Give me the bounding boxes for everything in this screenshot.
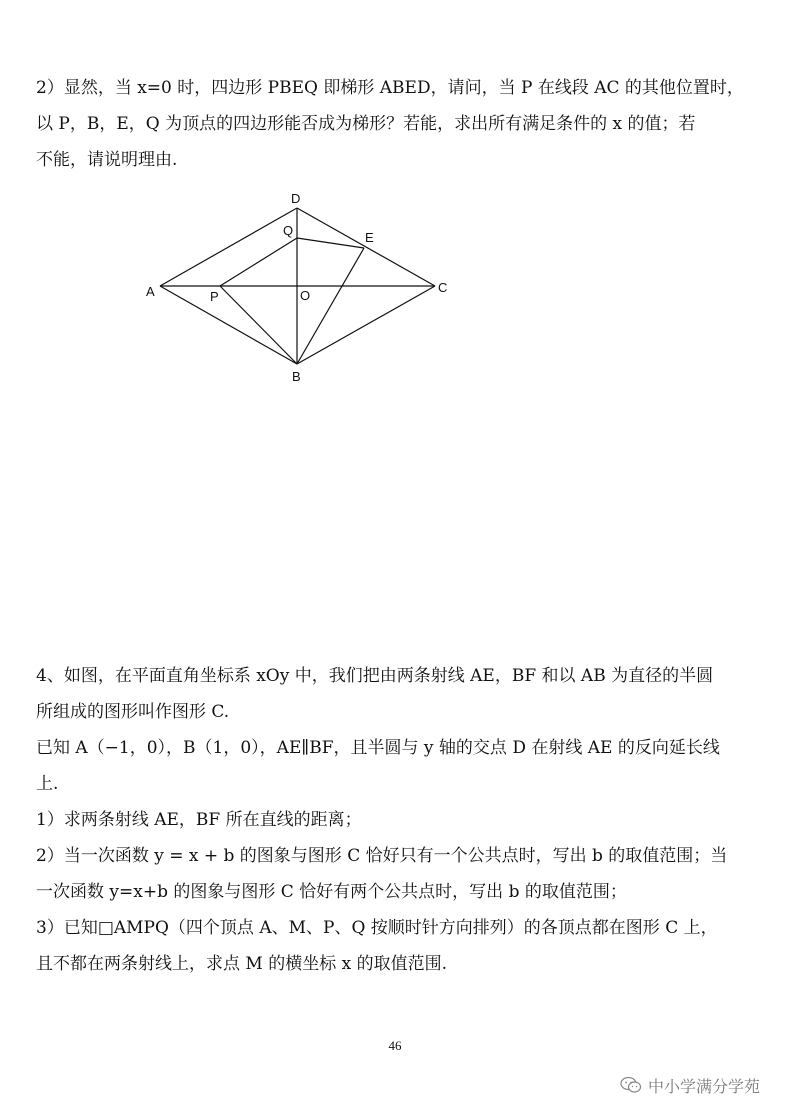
label-P: P <box>210 289 219 304</box>
q4-line-4: 上. <box>36 774 59 794</box>
label-D: D <box>291 191 301 206</box>
q4-line-3: 已知 A（−1，0），B（1，0），AE∥BF，且半圆与 y 轴的交点 D 在射线 AE 的反向延长线 <box>36 738 720 758</box>
edge-BA <box>160 286 297 364</box>
q4-sub1: 1）求两条射线 AE，BF 所在直线的距离； <box>36 810 362 830</box>
watermark-text: 中小学满分学苑 <box>647 1076 760 1096</box>
q4-line-2: 所组成的图形叫作图形 C. <box>36 702 230 722</box>
q4-sub2-line-1: 2）当一次函数 y = x + b 的图象与图形 C 恰好只有一个公共点时，写出 b 的取值范围；当 <box>36 846 728 866</box>
label-E: E <box>365 230 374 245</box>
edge-CB <box>297 286 435 364</box>
page-number: 46 <box>388 1038 402 1053</box>
label-Q: Q <box>283 223 294 238</box>
segment-PB <box>220 286 297 364</box>
label-A: A <box>146 284 155 299</box>
geometry-figure <box>140 188 460 388</box>
q2-line-2: 以 P，B，E，Q 为顶点的四边形能否成为梯形？若能，求出所有满足条件的 x 的值；若 <box>36 114 696 134</box>
wechat-icon <box>620 1076 642 1094</box>
q4-sub2-line-2: 一次函数 y=x+b 的图象与图形 C 恰好有两个公共点时，写出 b 的取值范围； <box>36 882 627 902</box>
q4-sub3-line-1: 3）已知□AMPQ（四个顶点 A、M、P、Q 按顺时针方向排列）的各顶点都在图形 C 上， <box>36 918 718 938</box>
label-B: B <box>292 369 301 384</box>
q4-sub3-line-2: 且不都在两条射线上，求点 M 的横坐标 x 的取值范围. <box>36 954 448 974</box>
q2-line-3: 不能，请说明理由. <box>36 150 178 170</box>
edge-DC <box>297 208 435 286</box>
q4-line-1: 4、如图，在平面直角坐标系 xOy 中，我们把由两条射线 AE，BF 和以 AB 为直径的半圆 <box>36 666 714 686</box>
watermark <box>620 1072 760 1098</box>
q2-line-1: 2）显然，当 x=0 时，四边形 PBEQ 即梯形 ABED，请问，当 P 在线段 AC 的其他位置时， <box>36 78 744 98</box>
label-C: C <box>438 280 448 295</box>
edge-AD <box>160 208 297 286</box>
label-O: O <box>300 288 311 303</box>
segment-BE <box>297 248 364 364</box>
